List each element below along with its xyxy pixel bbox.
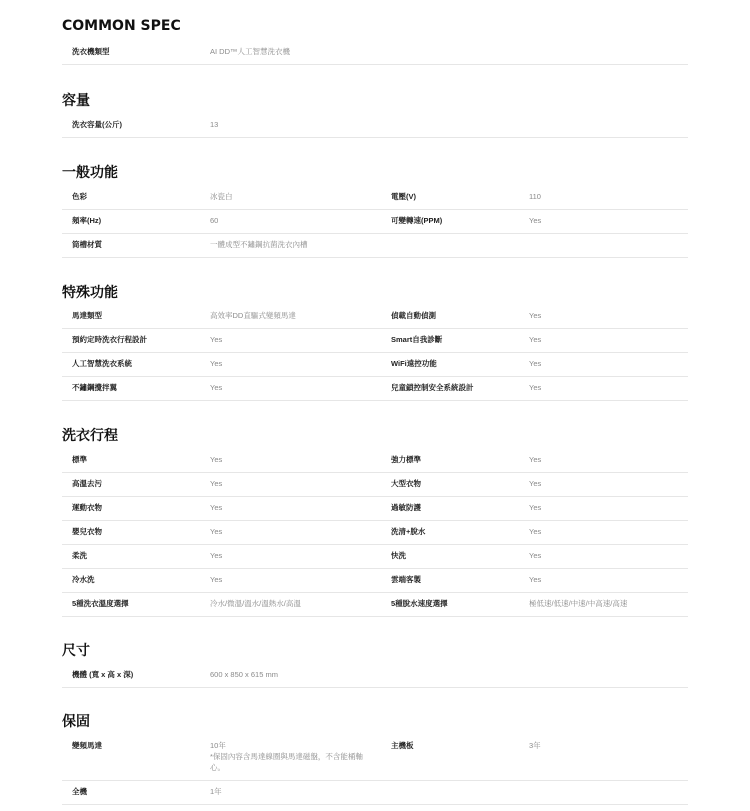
spec-value: 110 [529, 192, 541, 201]
spec-key: 柔洗 [72, 551, 87, 560]
spec-row [62, 234, 688, 258]
spec-value: AI DD™人工智慧洗衣機 [210, 47, 291, 56]
spec-key: 兒童鎖控制安全系統設計 [391, 383, 474, 392]
spec-key: 洗衣機類型 [72, 47, 110, 56]
spec-row [62, 593, 688, 617]
spec-key: 雲端客製 [391, 575, 421, 584]
spec-key: 過敏防護 [391, 503, 421, 512]
spec-value: Yes [529, 527, 542, 536]
spec-key: 機體 (寬 x 高 x 深) [72, 670, 134, 679]
spec-row [62, 305, 688, 329]
spec-row [62, 210, 688, 234]
spec-value: Yes [210, 359, 223, 368]
spec-row [62, 114, 688, 138]
spec-key: 主機板 [391, 741, 414, 750]
spec-key: WiFi遠控功能 [391, 359, 437, 368]
spec-key: 強力標準 [391, 455, 421, 464]
spec-value: 極低速/低速/中速/中高速/高速 [529, 599, 628, 608]
section-title-special-functions: 特殊功能 [62, 285, 118, 301]
spec-row [62, 329, 688, 353]
section-title-common-spec: COMMON SPEC [62, 18, 181, 34]
spec-row [62, 41, 688, 65]
spec-value: Yes [210, 383, 223, 392]
spec-value: Yes [529, 551, 542, 560]
spec-key: 大型衣物 [391, 479, 421, 488]
spec-key: 洗清+脫水 [391, 527, 426, 536]
section-title-warranty: 保固 [62, 714, 90, 730]
spec-value: Yes [529, 359, 542, 368]
spec-row [62, 521, 688, 545]
spec-key: 洗衣容量(公斤) [72, 120, 122, 129]
spec-key: 不鏽鋼攪拌翼 [72, 383, 117, 392]
spec-value: 冰瓷白 [210, 192, 233, 201]
spec-row [62, 781, 688, 805]
spec-row [62, 569, 688, 593]
spec-value: Yes [529, 311, 542, 320]
spec-row [62, 664, 688, 688]
spec-value: 高效率DD直驅式變頻馬達 [210, 311, 296, 320]
spec-key: 可變轉速(PPM) [391, 216, 443, 225]
spec-value-multiline [210, 740, 370, 773]
spec-row [62, 735, 688, 781]
spec-value: Yes [529, 575, 542, 584]
section-title-capacity: 容量 [62, 93, 90, 109]
spec-key: 高溫去污 [72, 479, 102, 488]
spec-row [62, 377, 688, 401]
section-title-dimensions: 尺寸 [62, 643, 90, 659]
spec-key: 預約定時洗衣行程設計 [72, 335, 147, 344]
spec-key: 運動衣物 [72, 503, 102, 512]
spec-key: 5種洗衣溫度選擇 [72, 599, 129, 608]
spec-key: 變頻馬達 [72, 741, 102, 750]
spec-key: 標準 [72, 455, 87, 464]
spec-key: 頻率(Hz) [72, 216, 102, 225]
spec-value: 13 [210, 120, 219, 129]
spec-key: 色彩 [72, 192, 87, 201]
spec-value: Yes [210, 527, 223, 536]
spec-value: Yes [529, 216, 542, 225]
spec-value: Yes [210, 335, 223, 344]
spec-row [62, 497, 688, 521]
spec-key: 偵載自動偵測 [391, 311, 436, 320]
spec-key: 冷水洗 [72, 575, 95, 584]
spec-value: Yes [210, 503, 223, 512]
spec-row [62, 545, 688, 569]
spec-key: 筒槽材質 [72, 240, 102, 249]
spec-row [62, 473, 688, 497]
spec-key: 嬰兒衣物 [72, 527, 102, 536]
spec-value: Yes [529, 479, 542, 488]
spec-value-note: *保固內容含馬達線圈與馬達磁盤，不含能桶軸心。 [210, 752, 363, 772]
spec-key: 人工智慧洗衣系統 [72, 359, 132, 368]
spec-value: Yes [210, 455, 223, 464]
spec-key: 電壓(V) [391, 192, 416, 201]
spec-key: 全機 [72, 787, 87, 796]
spec-value: Yes [529, 455, 542, 464]
spec-row [62, 353, 688, 377]
section-title-general-functions: 一般功能 [62, 165, 118, 181]
spec-value: 10年 [210, 741, 226, 750]
spec-value: Yes [210, 479, 223, 488]
spec-value: Yes [210, 551, 223, 560]
spec-value: Yes [529, 383, 542, 392]
spec-key: 馬達類型 [72, 311, 102, 320]
spec-value: 3年 [529, 741, 541, 750]
section-title-wash-programs: 洗衣行程 [62, 428, 118, 444]
spec-value: Yes [529, 335, 542, 344]
spec-value: 1年 [210, 787, 222, 796]
spec-row [62, 186, 688, 210]
spec-value: 600 x 850 x 615 mm [210, 670, 278, 679]
spec-key: Smart自我診斷 [391, 335, 443, 344]
spec-key: 5種脫水速度選擇 [391, 599, 448, 608]
spec-value: 60 [210, 216, 219, 225]
spec-value: Yes [210, 575, 223, 584]
spec-value: 冷水/微溫/溫水/溫熱水/高溫 [210, 599, 301, 608]
spec-value: 一體成型不鏽鋼抗菌洗衣內槽 [210, 240, 308, 249]
spec-key: 快洗 [391, 551, 406, 560]
spec-value: Yes [529, 503, 542, 512]
spec-row [62, 449, 688, 473]
